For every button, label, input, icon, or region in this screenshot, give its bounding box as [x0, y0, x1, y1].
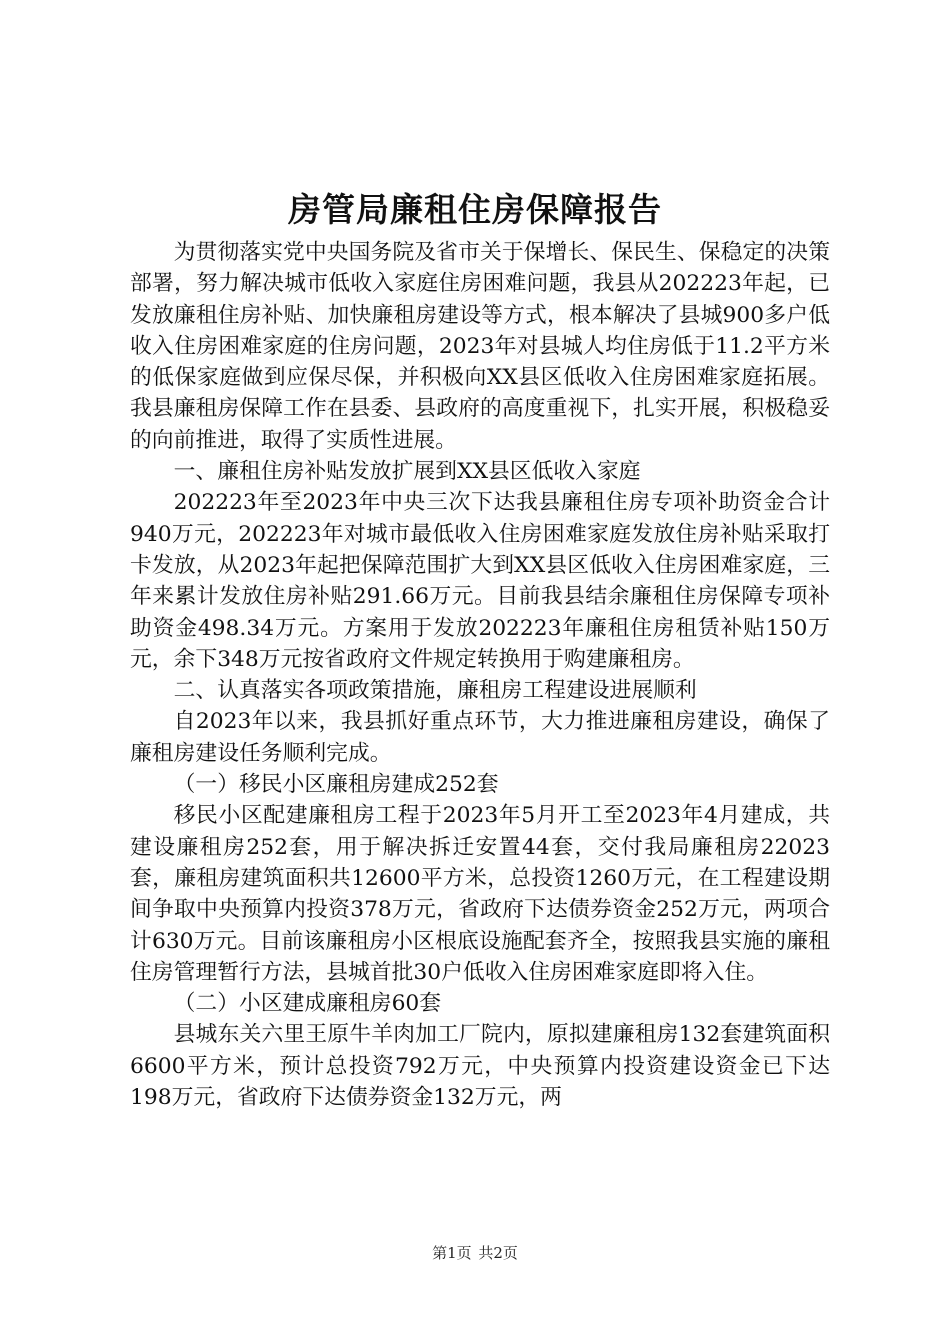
paragraph-intro: 为贯彻落实党中央国务院及省市关于保增长、保民生、保稳定的决策部署，努力解决城市低收入家庭住房困难问题，我县从202223年起，已发放廉租住房补贴、加快廉租房建设等方式，根本解决了县城900多户低收入住房困难家庭的住房问题，2023年对县城人均住房低于11.2平方米的低保家庭做到应保尽保，并积极向XX县区低收入住房困难家庭拓展。我县廉租房保障工作在县委、县政府的高度重视下，扎实开展，积极稳妥的向前推进，取得了实质性进展。 — [130, 240, 830, 453]
section-heading-2: 二、认真落实各项政策措施，廉租房工程建设进展顺利 — [173, 678, 697, 704]
document-body — [130, 237, 830, 1113]
page-footer — [0, 1242, 950, 1263]
paragraph-donguan: 县城东关六里王原牛羊肉加工厂院内，原拟建廉租房132套建筑面积6600平方米，预计总投资792万元，中央预算内投资建设资金已下达198万元，省政府下达债券资金132万元，两 — [130, 1022, 830, 1111]
subsection-heading-2: （二）小区建成廉租房60套 — [173, 991, 442, 1017]
section-heading-1: 一、廉租住房补贴发放扩展到XX县区低收入家庭 — [173, 459, 641, 485]
paragraph-subsidy: 202223年至2023年中央三次下达我县廉租住房专项补助资金合计940万元，202223年对城市最低收入住房困难家庭发放住房补贴采取打卡发放，从2023年起把保障范围扩大到XX县区低收入住房困难家庭，三年来累计发放住房补贴291.66万元。目前我县结余廉租住房保障专项补助资金498.34万元。方案用于发放202223年廉租住房租赁补贴150万元，余下348万元按省政府文件规定转换用于购建廉租房。 — [130, 490, 830, 672]
page-number: 第1页 — [432, 1244, 472, 1262]
paragraph-resettlement: 移民小区配建廉租房工程于2023年5月开工至2023年4月建成，共建设廉租房252套，用于解决拆迁安置44套，交付我局廉租房22023套，廉租房建筑面积共12600平方米，总投资1260万元，在工程建设期间争取中央预算内投资378万元，省政府下达债券资金252万元，两项合计630万元。目前该廉租房小区根底设施配套齐全，按照我县实施的廉租住房管理暂行方法，县城首批30户低收入住房困难家庭即将入住。 — [130, 803, 830, 985]
page-total: 共2页 — [478, 1244, 518, 1262]
paragraph-construction: 自2023年以来，我县抓好重点环节，大力推进廉租房建设，确保了廉租房建设任务顺利完成。 — [130, 709, 830, 766]
subsection-heading-1: （一）移民小区廉租房建成252套 — [173, 772, 499, 798]
document-title: 房管局廉租住房保障报告 — [288, 190, 662, 229]
